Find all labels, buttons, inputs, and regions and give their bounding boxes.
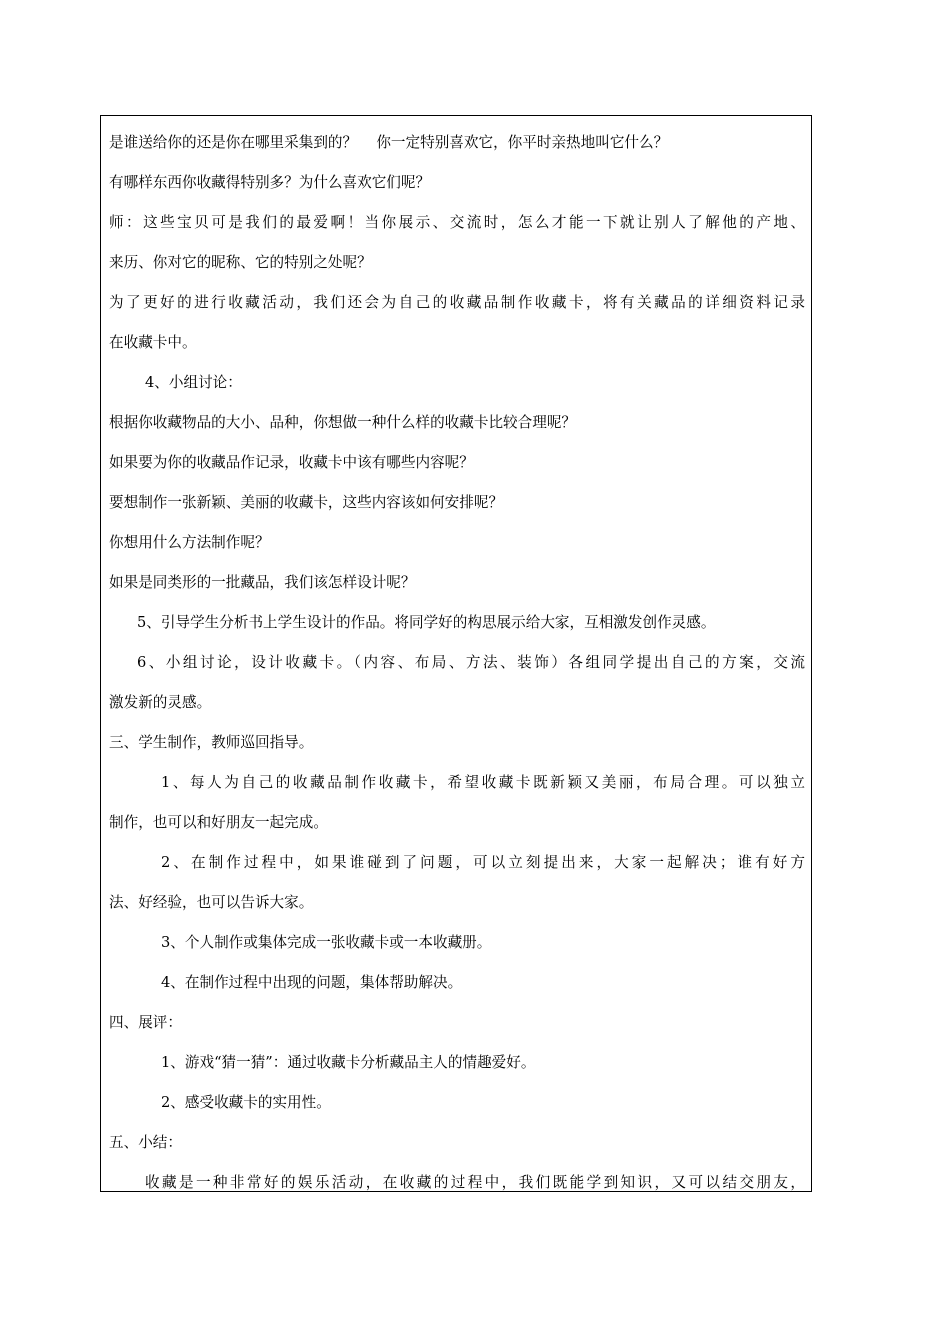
text-line: 如果要为你的收藏品作记录，收藏卡中该有哪些内容呢？ <box>109 454 474 471</box>
text-line: 2、感受收藏卡的实用性。 <box>161 1094 331 1111</box>
text-line: 1、游戏“猜一猜”：通过收藏卡分析藏品主人的情趣爱好。 <box>161 1054 536 1071</box>
text-line: 三、学生制作，教师巡回指导。 <box>109 734 314 751</box>
text-line: 是谁送给你的还是你在哪里采集到的？ 你一定特别喜欢它，你平时亲热地叫它什么？ <box>109 134 669 151</box>
text-line: 3、个人制作或集体完成一张收藏卡或一本收藏册。 <box>161 934 492 951</box>
lesson-plan-body <box>109 123 805 1192</box>
text-line: 如果是同类形的一批藏品，我们该怎样设计呢？ <box>109 574 416 591</box>
text-line: 4、小组讨论： <box>145 374 242 391</box>
text-line: 为了更好的进行收藏活动，我们还会为自己的收藏品制作收藏卡，将有关藏品的详细资料记录 <box>109 294 805 311</box>
text-line: 4、在制作过程中出现的问题，集体帮助解决。 <box>161 974 463 991</box>
text-line: 在收藏卡中。 <box>109 334 197 351</box>
text-line: 有哪样东西你收藏得特别多？为什么喜欢它们呢？ <box>109 174 431 191</box>
text-line: 来历、你对它的昵称、它的特别之处呢？ <box>109 254 372 271</box>
text-line: 要想制作一张新颖、美丽的收藏卡，这些内容该如何安排呢？ <box>109 494 504 511</box>
lesson-plan-table-cell <box>100 115 812 1192</box>
text-line: 师：这些宝贝可是我们的最爱啊！当你展示、交流时，怎么才能一下就让别人了解他的产地、 <box>109 214 805 231</box>
text-line: 6、小组讨论，设计收藏卡。（内容、布局、方法、装饰）各组同学提出自己的方案，交流 <box>137 654 805 671</box>
text-line: 根据你收藏物品的大小、品种，你想做一种什么样的收藏卡比较合理呢？ <box>109 414 577 431</box>
text-line: 5、引导学生分析书上学生设计的作品。将同学好的构思展示给大家，互相激发创作灵感。 <box>137 614 716 631</box>
text-line: 收藏是一种非常好的娱乐活动，在收藏的过程中，我们既能学到知识，又可以结交朋友， <box>145 1174 805 1191</box>
text-line: 法、好经验，也可以告诉大家。 <box>109 894 314 911</box>
text-line: 激发新的灵感。 <box>109 694 212 711</box>
text-line: 你想用什么方法制作呢？ <box>109 534 270 551</box>
text-line: 1、每人为自己的收藏品制作收藏卡，希望收藏卡既新颖又美丽，布局合理。可以独立 <box>161 774 805 791</box>
text-line: 2、在制作过程中，如果谁碰到了问题，可以立刻提出来，大家一起解决；谁有好方 <box>161 854 805 871</box>
text-line: 制作，也可以和好朋友一起完成。 <box>109 814 328 831</box>
text-line: 五、小结： <box>109 1134 182 1151</box>
text-line: 四、展评： <box>109 1014 182 1031</box>
